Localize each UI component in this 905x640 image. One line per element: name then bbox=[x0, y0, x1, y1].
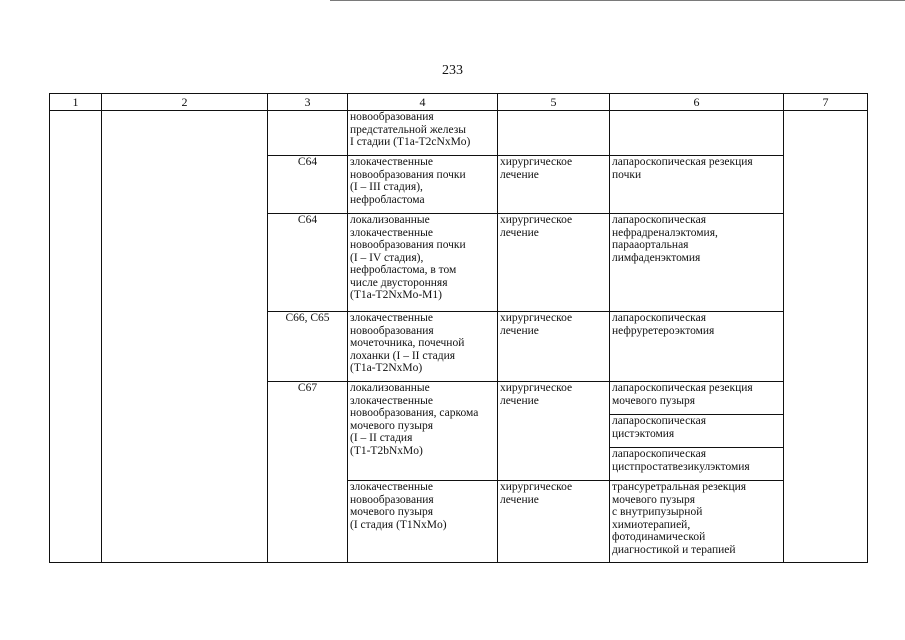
code-cell: C64 bbox=[268, 156, 348, 214]
method-cell bbox=[610, 111, 784, 156]
treatment-type-cell: хирургическое лечение bbox=[498, 312, 610, 382]
medical-procedures-table bbox=[49, 93, 868, 563]
treatment-type-cell: хирургическое лечение bbox=[498, 382, 610, 481]
method-cell: лапароскопическая цистпростатвезикулэктомия bbox=[610, 448, 784, 481]
column-header: 6 bbox=[610, 94, 784, 111]
diagnosis-cell: новообразования предстательной железы I стадии (T1a-T2cNxMo) bbox=[348, 111, 498, 156]
diagnosis-cell: локализованные злокачественные новообразования, саркома мочевого пузыря (I – II стадия (T1-T2bNxMo) bbox=[348, 382, 498, 481]
treatment-type-cell: хирургическое лечение bbox=[498, 156, 610, 214]
page-number: 233 bbox=[442, 63, 463, 78]
column-header: 4 bbox=[348, 94, 498, 111]
treatment-type-cell: хирургическое лечение bbox=[498, 481, 610, 563]
diagnosis-cell: злокачественные новообразования мочевого пузыря (I стадия (T1NxMo) bbox=[348, 481, 498, 563]
diagnosis-cell: злокачественные новообразования мочеточника, почечной лоханки (I – II стадия (T1a-T2NxMo) bbox=[348, 312, 498, 382]
column-1-cell bbox=[50, 111, 102, 563]
method-cell: лапароскопическая нефрадреналэктомия, парааортальная лимфаденэктомия bbox=[610, 214, 784, 312]
column-header: 7 bbox=[784, 94, 868, 111]
column-header: 1 bbox=[50, 94, 102, 111]
treatment-type-cell: хирургическое лечение bbox=[498, 214, 610, 312]
method-cell: лапароскопическая резекция почки bbox=[610, 156, 784, 214]
method-cell: лапароскопическая резекция мочевого пузыря bbox=[610, 382, 784, 415]
column-header: 5 bbox=[498, 94, 610, 111]
diagnosis-cell: локализованные злокачественные новообразования почки (I – IV стадия), нефробластома, в том числе двусторонняя (T1a-T2NxMo-M1) bbox=[348, 214, 498, 312]
diagnosis-cell: злокачественные новообразования почки (I – III стадия), нефробластома bbox=[348, 156, 498, 214]
page-top-edge-line bbox=[330, 0, 905, 1]
method-cell: лапароскопическая цистэктомия bbox=[610, 415, 784, 448]
code-cell: C64 bbox=[268, 214, 348, 312]
table-header-row bbox=[50, 94, 868, 111]
column-header: 2 bbox=[102, 94, 268, 111]
table-row bbox=[50, 111, 868, 156]
method-cell: трансуретральная резекция мочевого пузыря с внутрипузырной химиотерапией, фотодинамической диагностикой и терапией bbox=[610, 481, 784, 563]
treatment-type-cell bbox=[498, 111, 610, 156]
code-cell: C66, C65 bbox=[268, 312, 348, 382]
column-7-cell bbox=[784, 111, 868, 563]
code-cell: C67 bbox=[268, 382, 348, 563]
column-header: 3 bbox=[268, 94, 348, 111]
column-2-cell bbox=[102, 111, 268, 563]
code-cell bbox=[268, 111, 348, 156]
method-cell: лапароскопическая нефруретероэктомия bbox=[610, 312, 784, 382]
